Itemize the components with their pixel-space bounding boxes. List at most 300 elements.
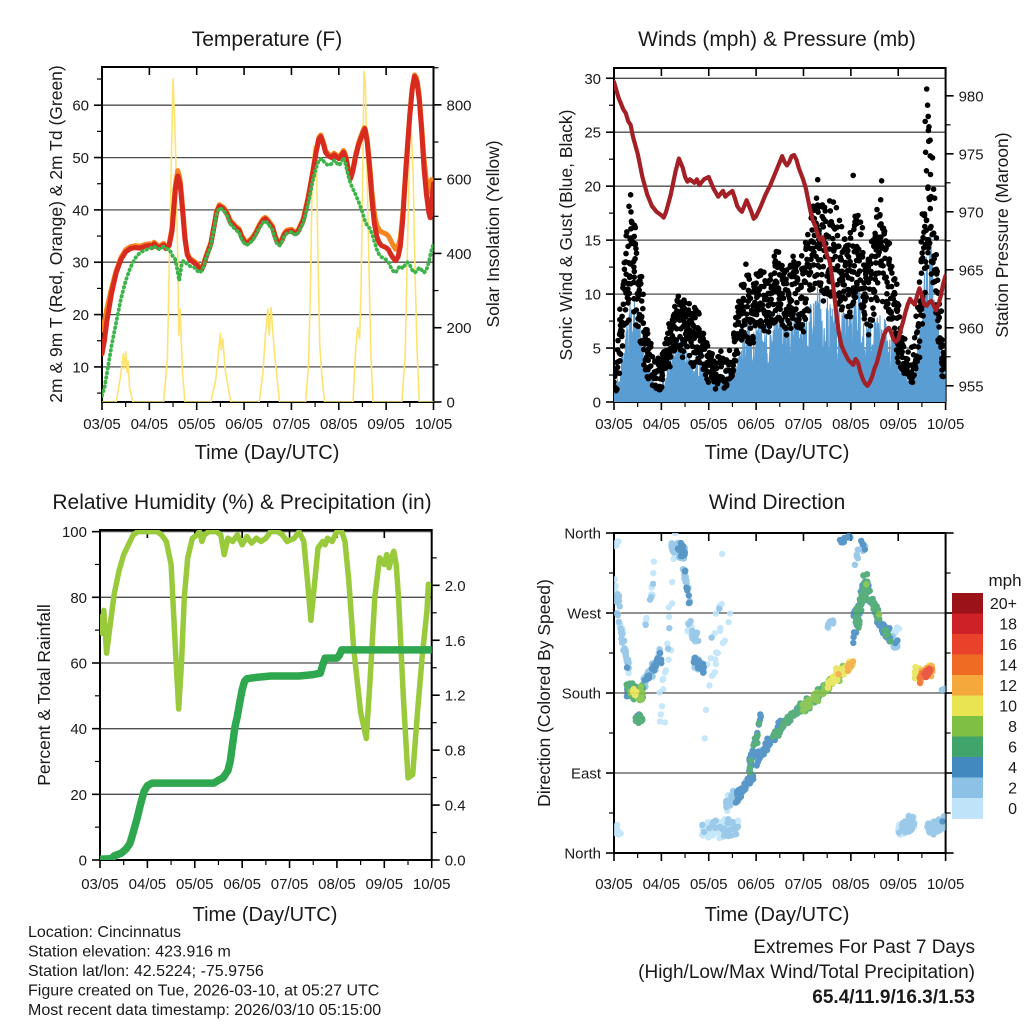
gust-dot bbox=[633, 225, 639, 231]
y-tick-label-right: 0.0 bbox=[444, 852, 466, 870]
wind-direction-dot bbox=[829, 620, 835, 626]
x-tick-label: 08/05 bbox=[318, 876, 356, 893]
colorbar-label: 18 bbox=[999, 616, 1017, 634]
gust-dot bbox=[860, 254, 866, 260]
gust-dot bbox=[922, 119, 928, 125]
wind-direction-dot bbox=[656, 689, 662, 695]
wind-direction-dot bbox=[859, 591, 865, 597]
gust-dot bbox=[635, 324, 641, 330]
gust-dot bbox=[858, 219, 864, 225]
extremes-title: Extremes For Past 7 Days bbox=[753, 937, 975, 958]
gust-dot bbox=[617, 371, 623, 377]
wind-direction-dot bbox=[637, 712, 643, 718]
colorbar-label: 16 bbox=[999, 636, 1017, 654]
colorbar-swatch bbox=[952, 778, 983, 799]
rh-ylabel-left: Percent & Total Rainfall bbox=[34, 604, 54, 786]
gust-dot bbox=[866, 332, 872, 338]
gust-dot bbox=[781, 295, 787, 301]
temperature-series bbox=[102, 72, 434, 403]
wind-direction-dot bbox=[880, 621, 886, 627]
wind-direction-dot bbox=[709, 672, 715, 678]
gust-dot bbox=[623, 307, 629, 313]
gust-dot bbox=[928, 206, 934, 212]
wind-direction-dot bbox=[909, 818, 915, 824]
gust-dot bbox=[875, 280, 881, 286]
gust-dot bbox=[777, 307, 783, 313]
wind-direction-dot bbox=[611, 543, 617, 549]
gust-dot bbox=[871, 290, 877, 296]
wind-direction-dot bbox=[756, 720, 762, 726]
temperature-grid bbox=[102, 105, 434, 367]
wind-direction-dot bbox=[682, 551, 688, 557]
wind-direction-dot bbox=[855, 555, 861, 561]
gust-dot bbox=[927, 137, 933, 143]
gust-dot bbox=[915, 344, 921, 350]
wind-direction-dot bbox=[614, 822, 620, 828]
gust-dot bbox=[645, 331, 651, 337]
gust-dot bbox=[808, 270, 814, 276]
gust-dot bbox=[631, 264, 637, 270]
wind-direction-dot bbox=[670, 556, 676, 562]
wind-direction-dot bbox=[638, 683, 644, 689]
footer-created: Figure created on Tue, 2026-03-10, at 05:27 UTC bbox=[28, 982, 380, 1000]
gust-dot bbox=[934, 235, 940, 241]
wind-direction-dot bbox=[748, 751, 754, 757]
y-tick-label: 60 bbox=[72, 97, 89, 115]
gust-dot bbox=[918, 312, 924, 318]
wind-direction-dot bbox=[713, 649, 719, 655]
gust-dot bbox=[681, 349, 687, 355]
y-tick-label: 10 bbox=[584, 286, 601, 304]
wind-direction-dot bbox=[723, 800, 729, 806]
rh-precip-title: Relative Humidity (%) & Precipitation (in) bbox=[52, 491, 432, 514]
wind-direction-dot bbox=[850, 640, 856, 646]
gust-dot bbox=[939, 337, 945, 343]
winddir-frame bbox=[562, 526, 965, 894]
wind-direction-dot bbox=[619, 631, 625, 637]
wind-direction-dot bbox=[669, 600, 675, 606]
wind-direction-dot bbox=[657, 650, 663, 656]
wind-direction-dot bbox=[616, 831, 622, 837]
y-tick-label-right: 960 bbox=[958, 320, 984, 338]
gust-dot bbox=[746, 298, 752, 304]
gust-dot bbox=[877, 212, 883, 218]
winds-ylabel-left: Sonic Wind & Gust (Blue, Black) bbox=[556, 109, 576, 361]
gust-dot bbox=[614, 386, 620, 392]
temp-9m-line bbox=[102, 75, 434, 330]
gust-dot bbox=[795, 277, 801, 283]
gust-dot bbox=[919, 270, 925, 276]
colorbar-swatch bbox=[952, 675, 983, 696]
gust-dot bbox=[699, 353, 705, 359]
wind-direction-dot bbox=[811, 691, 817, 697]
x-tick-label: 03/05 bbox=[81, 876, 119, 893]
colorbar-swatch bbox=[952, 757, 983, 778]
gust-dot bbox=[801, 329, 807, 335]
gust-dot bbox=[850, 173, 856, 179]
gust-dot bbox=[831, 199, 837, 205]
wind-direction-dot bbox=[758, 713, 764, 719]
wind-direction-dot bbox=[689, 633, 695, 639]
wind-direction-dot bbox=[686, 600, 692, 606]
wind-direction-dot bbox=[896, 829, 902, 835]
gust-dot bbox=[910, 380, 916, 386]
gust-dot bbox=[810, 286, 816, 292]
gust-dot bbox=[928, 224, 934, 230]
direction-label: North bbox=[564, 525, 601, 543]
gust-dot bbox=[784, 281, 790, 287]
x-tick-label: 03/05 bbox=[595, 876, 633, 893]
gust-dot bbox=[639, 274, 645, 280]
y-tick-label-right: 955 bbox=[958, 378, 984, 396]
wind-direction-dot bbox=[699, 822, 705, 828]
gust-dot bbox=[617, 358, 623, 364]
wind-direction-dot bbox=[733, 799, 739, 805]
gust-dot bbox=[709, 351, 715, 357]
wind-direction-dot bbox=[685, 621, 691, 627]
wind-direction-dot bbox=[755, 758, 761, 764]
x-tick-label: 09/05 bbox=[367, 416, 405, 433]
gust-dot bbox=[622, 267, 628, 273]
wind-direction-dot bbox=[845, 668, 851, 674]
wind-direction-dot bbox=[785, 720, 791, 726]
wind-direction-dot bbox=[643, 622, 649, 628]
x-tick-label: 05/05 bbox=[175, 876, 214, 893]
wind-direction-dot bbox=[725, 833, 731, 839]
wind-direction-dot bbox=[699, 666, 705, 672]
colorbar-label: 6 bbox=[1008, 739, 1017, 757]
footer-latlon: Station lat/lon: 42.5224; -75.9756 bbox=[28, 963, 264, 980]
gust-dot bbox=[830, 236, 836, 242]
gust-dot bbox=[786, 290, 792, 296]
wind-direction-dot bbox=[624, 657, 630, 663]
gust-dot bbox=[680, 354, 686, 360]
gust-dot bbox=[741, 285, 747, 291]
gust-dot bbox=[790, 253, 796, 259]
gust-dot bbox=[819, 272, 825, 278]
wind-direction-dot bbox=[665, 646, 671, 652]
wind-direction-dot bbox=[876, 611, 882, 617]
gust-dot bbox=[636, 281, 642, 287]
gust-dot bbox=[799, 253, 805, 259]
y-tick-label-right: 2.0 bbox=[444, 577, 466, 595]
gust-dot bbox=[935, 277, 941, 283]
y-tick-label: 100 bbox=[61, 524, 87, 542]
gust-dot bbox=[640, 292, 646, 298]
x-tick-label: 06/05 bbox=[225, 416, 263, 433]
wind-direction-dot bbox=[669, 579, 675, 585]
wind-direction-dot bbox=[750, 742, 756, 748]
gust-dot bbox=[835, 263, 841, 269]
winddir-grid bbox=[614, 613, 946, 773]
gust-dot bbox=[615, 338, 621, 344]
y-tick-label: 0 bbox=[78, 852, 87, 870]
gust-dot bbox=[849, 276, 855, 282]
gust-dot bbox=[750, 334, 756, 340]
gust-dot bbox=[885, 301, 891, 307]
gust-dot bbox=[892, 276, 898, 282]
gust-dot bbox=[880, 263, 886, 269]
gust-dot bbox=[943, 359, 949, 365]
wind-direction-dot bbox=[856, 608, 862, 614]
y-tick-label: 30 bbox=[584, 70, 601, 88]
x-tick-label: 06/05 bbox=[737, 416, 775, 433]
wind-direction-dot bbox=[708, 655, 714, 661]
x-tick-label: 10/05 bbox=[414, 416, 453, 433]
y-tick-label: 20 bbox=[70, 786, 87, 804]
wind-direction-dot bbox=[630, 689, 636, 695]
wind-direction-dot bbox=[777, 729, 783, 735]
gust-dot bbox=[926, 124, 932, 130]
wind-direction-dot bbox=[684, 586, 690, 592]
gust-dot bbox=[892, 291, 898, 297]
wind-direction-dot bbox=[852, 562, 858, 568]
total-rainfall-line bbox=[100, 650, 432, 859]
gust-dot bbox=[633, 241, 639, 247]
wind-direction-dot bbox=[748, 776, 754, 782]
gust-dot bbox=[667, 353, 673, 359]
gust-dot bbox=[913, 364, 919, 370]
gust-dot bbox=[743, 261, 749, 267]
gust-dot bbox=[727, 348, 733, 354]
gust-dot bbox=[884, 291, 890, 297]
gust-dot bbox=[634, 307, 640, 313]
wind-direction-dot bbox=[713, 661, 719, 667]
speed-colorbar bbox=[952, 593, 1017, 819]
gust-dot bbox=[744, 311, 750, 317]
wind-direction-dot bbox=[717, 628, 723, 634]
gust-dot bbox=[818, 257, 824, 263]
gust-dot bbox=[931, 230, 937, 236]
colorbar-label: 10 bbox=[999, 698, 1017, 716]
gust-dot bbox=[940, 374, 946, 380]
gust-dot bbox=[733, 358, 739, 364]
gust-dot bbox=[936, 315, 942, 321]
colorbar-label: 20+ bbox=[989, 595, 1017, 613]
gust-dot bbox=[667, 364, 673, 370]
gust-dot bbox=[919, 250, 925, 256]
gust-dot bbox=[648, 344, 654, 350]
winds-xlabel: Time (Day/UTC) bbox=[704, 442, 850, 464]
gust-dot bbox=[747, 276, 753, 282]
gust-dot bbox=[821, 298, 827, 304]
gust-dot bbox=[913, 313, 919, 319]
gust-dot bbox=[805, 232, 811, 238]
gust-dot bbox=[839, 269, 845, 275]
gust-dot bbox=[924, 86, 930, 92]
wind-direction-dot bbox=[702, 735, 708, 741]
gust-dot bbox=[933, 252, 939, 258]
gust-dot bbox=[868, 276, 874, 282]
colorbar-swatch bbox=[952, 737, 983, 758]
gust-dot bbox=[902, 336, 908, 342]
gust-dot bbox=[917, 355, 923, 361]
gust-dot bbox=[787, 321, 793, 327]
winddir-points bbox=[611, 530, 949, 842]
y-tick-label: 25 bbox=[584, 124, 601, 142]
gust-dot bbox=[934, 271, 940, 277]
gust-dot bbox=[923, 259, 929, 265]
gust-dot bbox=[870, 305, 876, 311]
y-tick-label-right: 400 bbox=[446, 245, 472, 263]
wind-direction-dot bbox=[735, 824, 741, 830]
gust-dot bbox=[803, 296, 809, 302]
gust-dot bbox=[681, 297, 687, 303]
wind-direction-dot bbox=[708, 634, 714, 640]
wind-direction-dot bbox=[682, 568, 688, 574]
wind-direction-dot bbox=[894, 637, 900, 643]
x-tick-label: 09/05 bbox=[365, 876, 404, 893]
wind-direction-dot bbox=[665, 657, 671, 663]
gust-dot bbox=[758, 300, 764, 306]
wind-direction-dot bbox=[747, 769, 753, 775]
gust-dot bbox=[620, 343, 626, 349]
gust-dot bbox=[773, 278, 779, 284]
gust-dot bbox=[619, 334, 625, 340]
y-tick-label: 40 bbox=[72, 202, 89, 220]
gust-dot bbox=[676, 293, 682, 299]
wind-direction-dot bbox=[860, 541, 866, 547]
gust-dot bbox=[847, 259, 853, 265]
gust-dot bbox=[834, 205, 840, 211]
gust-dot bbox=[936, 324, 942, 330]
x-tick-label: 04/05 bbox=[130, 416, 169, 433]
gust-dot bbox=[889, 284, 895, 290]
wind-direction-dot bbox=[896, 626, 902, 632]
gust-dot bbox=[639, 298, 645, 304]
wind-direction-dot bbox=[719, 551, 725, 557]
gust-dot bbox=[815, 177, 821, 183]
wind-direction-dot bbox=[642, 677, 648, 683]
x-tick-label: 04/05 bbox=[642, 416, 681, 433]
y-tick-label: 15 bbox=[584, 232, 601, 250]
wind-direction-dot bbox=[615, 612, 621, 618]
gust-dot bbox=[628, 192, 634, 198]
extremes-subtitle: (High/Low/Max Wind/Total Precipitation) bbox=[638, 962, 975, 983]
wind-direction-dot bbox=[624, 664, 630, 670]
wind-direction-dot bbox=[725, 619, 731, 625]
winds-pressure-title: Winds (mph) & Pressure (mb) bbox=[638, 28, 916, 51]
gust-dot bbox=[924, 264, 930, 270]
gust-dot bbox=[928, 172, 934, 178]
gust-dot bbox=[863, 295, 869, 301]
gust-dot bbox=[855, 213, 861, 219]
y-tick-label-right: 0.4 bbox=[444, 797, 466, 815]
gust-dot bbox=[766, 329, 772, 335]
gust-dot bbox=[897, 314, 903, 320]
gust-dot bbox=[618, 351, 624, 357]
gust-dot bbox=[787, 299, 793, 305]
y-tick-label: 5 bbox=[592, 340, 601, 358]
y-tick-label: 10 bbox=[72, 359, 89, 377]
gust-dot bbox=[860, 225, 866, 231]
x-tick-label: 09/05 bbox=[879, 416, 918, 433]
gust-dot bbox=[905, 349, 911, 355]
gust-dot bbox=[917, 279, 923, 285]
x-tick-label: 07/05 bbox=[270, 876, 309, 893]
colorbar-label: 4 bbox=[1008, 759, 1017, 777]
footer-timestamp: Most recent data timestamp: 2026/03/10 05:15:00 bbox=[28, 1002, 382, 1019]
gust-dot bbox=[814, 195, 820, 201]
gust-dot bbox=[889, 270, 895, 276]
gust-dot bbox=[927, 153, 933, 159]
x-tick-label: 03/05 bbox=[83, 416, 121, 433]
wind-direction-dot bbox=[647, 596, 653, 602]
wind-direction-dot bbox=[856, 618, 862, 624]
wind-direction-dot bbox=[835, 671, 841, 677]
dewpoint-2m-line bbox=[102, 158, 434, 396]
gust-dot bbox=[685, 344, 691, 350]
gust-dot bbox=[803, 316, 809, 322]
x-tick-label: 10/05 bbox=[926, 416, 965, 433]
gust-dot bbox=[912, 335, 918, 341]
colorbar-swatch bbox=[952, 655, 983, 676]
gust-dot bbox=[875, 298, 881, 304]
gust-dot bbox=[878, 197, 884, 203]
temperature-ylabel-left: 2m & 9m T (Red, Orange) & 2m Td (Green) bbox=[46, 65, 66, 403]
wind-direction-dot bbox=[887, 638, 893, 644]
wind-direction-title: Wind Direction bbox=[708, 491, 846, 514]
y-tick-label-right: 0.8 bbox=[444, 742, 466, 760]
gust-dot bbox=[924, 217, 930, 223]
gust-dot bbox=[782, 324, 788, 330]
y-tick-label-right: 1.6 bbox=[444, 632, 466, 650]
gust-dot bbox=[848, 235, 854, 241]
wind-direction-dot bbox=[662, 719, 668, 725]
y-tick-label: 60 bbox=[70, 655, 87, 673]
x-tick-label: 08/05 bbox=[832, 876, 870, 893]
gust-dot bbox=[925, 250, 931, 256]
gust-dot bbox=[745, 304, 751, 310]
x-tick-label: 03/05 bbox=[595, 416, 633, 433]
x-tick-label: 06/05 bbox=[737, 876, 775, 893]
gust-dot bbox=[892, 325, 898, 331]
gust-dot bbox=[879, 178, 885, 184]
colorbar-swatch bbox=[952, 614, 983, 635]
rh-precip-grid bbox=[100, 532, 432, 795]
wind-direction-dot bbox=[770, 733, 776, 739]
colorbar-swatch bbox=[952, 593, 983, 614]
gust-dot bbox=[724, 382, 730, 388]
axes-box bbox=[100, 530, 432, 860]
y-tick-label-right: 800 bbox=[446, 97, 472, 115]
colorbar-title: mph bbox=[988, 571, 1022, 590]
wind-direction-dot bbox=[650, 581, 656, 587]
temperature-ylabel-right: Solar Insolation (Yellow) bbox=[483, 140, 503, 328]
wind-direction-dot bbox=[740, 788, 746, 794]
gust-dot bbox=[845, 247, 851, 253]
x-tick-label: 04/05 bbox=[128, 876, 167, 893]
gust-dot bbox=[922, 211, 928, 217]
gust-dot bbox=[619, 314, 625, 320]
gust-dot bbox=[806, 308, 812, 314]
gust-dot bbox=[713, 386, 719, 392]
y-tick-label-right: 1.2 bbox=[444, 687, 466, 705]
wind-direction-dot bbox=[726, 820, 732, 826]
wind-direction-dot bbox=[845, 534, 851, 540]
x-tick-label: 08/05 bbox=[320, 416, 358, 433]
footer-location: Location: Cincinnatus bbox=[28, 924, 181, 941]
relative-humidity-line bbox=[100, 532, 428, 778]
y-tick-label-right: 200 bbox=[446, 320, 472, 338]
gust-dot bbox=[836, 243, 842, 249]
wind-direction-dot bbox=[666, 625, 672, 631]
winds-ylabel-right: Station Pressure (Maroon) bbox=[992, 132, 1012, 338]
wind-direction-dot bbox=[725, 827, 731, 833]
gust-dot bbox=[626, 297, 632, 303]
footer-elevation: Station elevation: 423.916 m bbox=[28, 943, 231, 961]
gust-dot bbox=[858, 232, 864, 238]
